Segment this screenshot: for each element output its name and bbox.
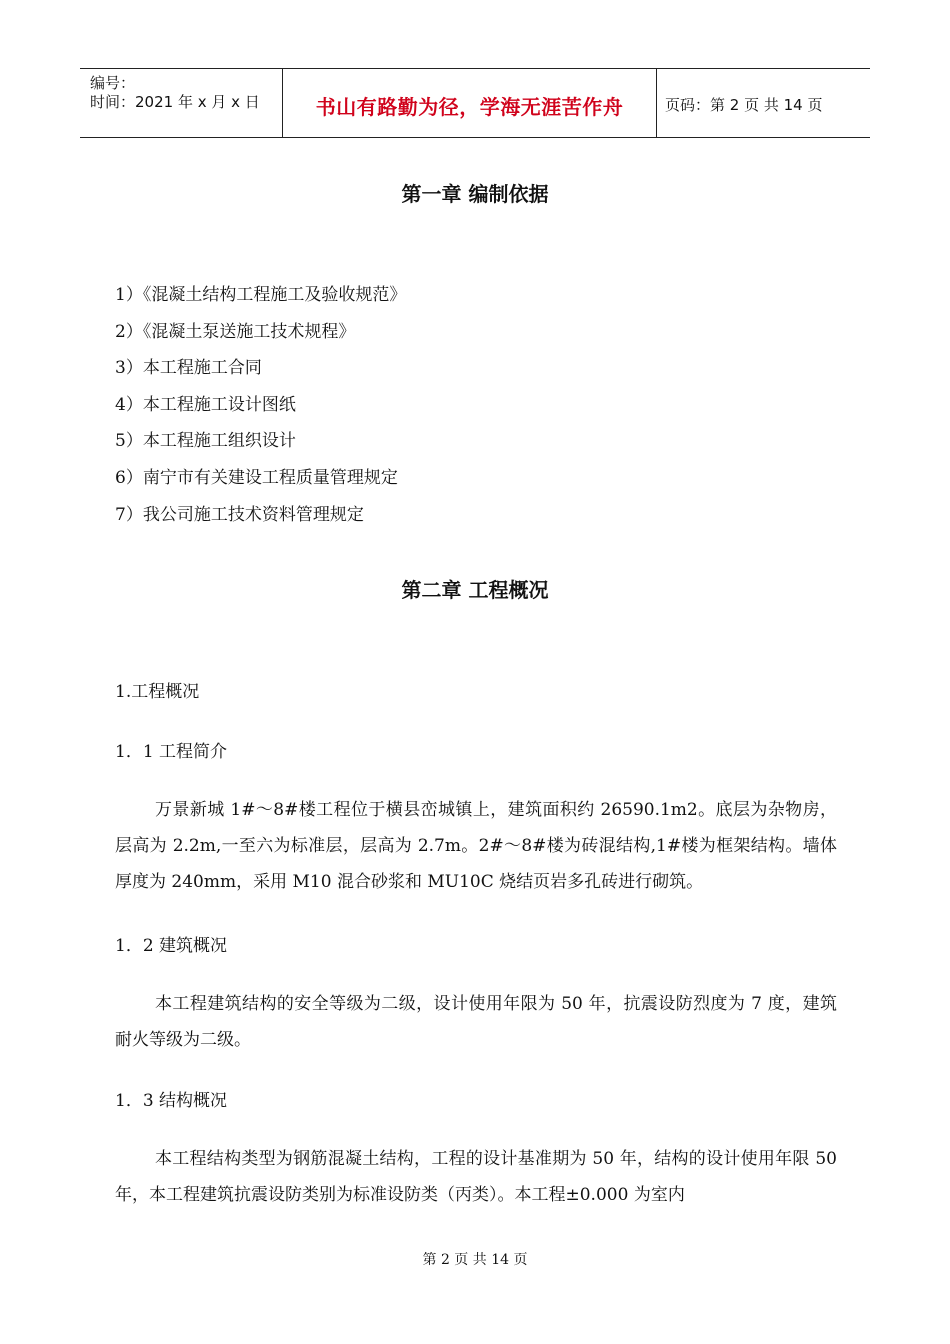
page-footer: 第 2 页 共 14 页 <box>422 1252 528 1268</box>
serial-label: 编号： <box>90 74 136 92</box>
chapter2-title: 第二章 工程概况 <box>401 578 549 602</box>
header-page-cell <box>657 69 870 137</box>
paragraph-structure-overview: 本工程结构类型为钢筋混凝土结构，工程的设计基准期为 50 年，结构的设计使用年限 50 年，本工程建筑抗震设防类别为标准设防类（丙类）。本工程±0.000 为室内 <box>115 1149 837 1205</box>
reference-item: 7）我公司施工技术资料管理规定 <box>115 505 364 525</box>
header-meta-cell <box>80 69 283 137</box>
header-table <box>80 68 870 138</box>
paragraph-project-intro: 万景新城 1#～8#楼工程位于横县峦城镇上，建筑面积约 26590.1m2。底层为杂物房，层高为 2.2m,一至六为标准层，层高为 2.7m。2#～8#楼为砖混结构,1#楼为框架结构。墙体厚度为 240mm，采用 M10 混合砂浆和 MU10C 烧结页岩多孔砖进行砌筑。 <box>115 800 837 892</box>
reference-item: 3）本工程施工合同 <box>115 358 262 378</box>
reference-item: 6）南宁市有关建设工程质量管理规定 <box>115 468 398 488</box>
section-heading: 1.工程概况 <box>115 682 200 702</box>
reference-item: 5）本工程施工组织设计 <box>115 431 296 451</box>
date-label: 时间：2021 年 x 月 x 日 <box>90 93 260 111</box>
chapter1-title: 第一章 编制依据 <box>401 182 549 206</box>
subsection-heading: 1．3 结构概况 <box>115 1091 228 1111</box>
motto-text: 书山有路勤为径，学海无涯苦作舟 <box>315 95 624 119</box>
page-info: 页码：第 2 页 共 14 页 <box>665 96 823 114</box>
reference-item: 1）《混凝土结构工程施工及验收规范》 <box>115 285 407 305</box>
subsection-heading: 1．2 建筑概况 <box>115 936 228 956</box>
paragraph-building-overview: 本工程建筑结构的安全等级为二级，设计使用年限为 50 年，抗震设防烈度为 7 度，建筑耐火等级为二级。 <box>115 994 837 1050</box>
header-motto-cell <box>283 69 657 137</box>
reference-item: 2）《混凝土泵送施工技术规程》 <box>115 322 356 342</box>
reference-item: 4）本工程施工设计图纸 <box>115 395 296 415</box>
subsection-heading: 1．1 工程简介 <box>115 742 228 762</box>
